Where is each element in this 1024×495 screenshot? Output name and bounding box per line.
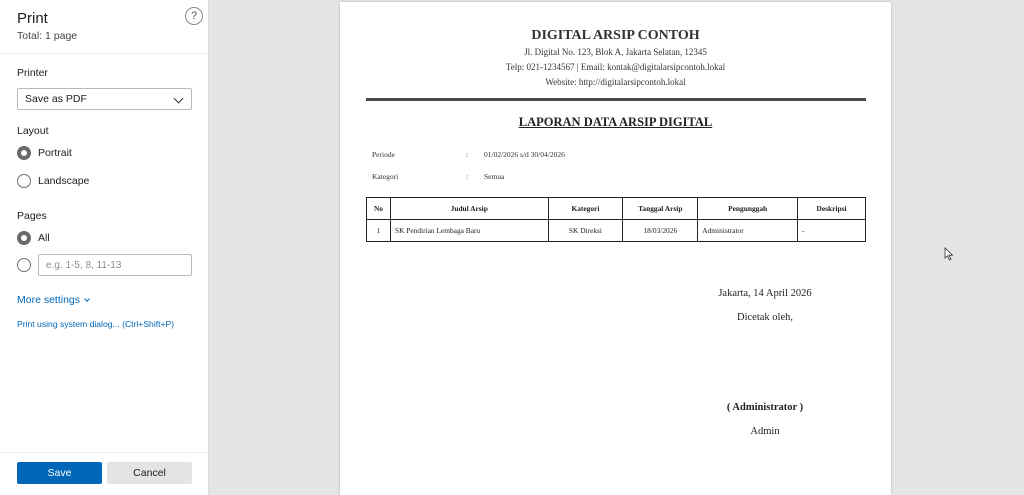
periode-label: Periode [372,150,395,159]
printer-select[interactable] [17,88,192,110]
table-header-cell: Tanggal Arsip [623,198,698,220]
save-button[interactable]: Save [17,462,102,484]
signature-printed-by: Dicetak oleh, [737,312,793,323]
table-row [367,220,866,242]
printer-label: Printer [17,67,48,79]
mouse-pointer-icon [944,247,954,261]
printer-select-value: Save as PDF [25,93,87,105]
organization-contact: Telp: 021-1234567 | Email: kontak@digitalarsipcontoh.lokal [505,62,726,72]
periode-colon: : [466,150,469,159]
organization-address: Jl. Digital No. 123, Blok A, Jakarta Selatan, 12345 [524,47,707,57]
radio-unselected-icon[interactable] [17,174,31,188]
signature-place-date: Jakarta, 14 April 2026 [718,288,812,299]
layout-label: Layout [17,125,49,137]
cancel-button[interactable]: Cancel [107,462,192,484]
pages-all-option[interactable] [17,229,50,247]
pages-all-label: All [38,232,50,244]
report-title: LAPORAN DATA ARSIP DIGITAL [518,115,713,129]
radio-unselected-icon[interactable] [17,258,31,272]
kategori-value: Semua [484,172,505,181]
page-total: Total: 1 page [17,30,78,42]
table-header-cell: Deskripsi [798,198,866,220]
signature-name: ( Administrator ) [726,402,804,413]
header-divider [0,53,208,54]
table-cell: SK Direksi [548,220,623,242]
chevron-down-icon [84,296,90,302]
footer-divider [0,452,208,453]
print-settings-panel [0,0,209,495]
pages-label: Pages [17,210,47,222]
radio-selected-icon[interactable] [17,231,31,245]
radio-selected-icon[interactable] [17,146,31,160]
table-cell: - [798,220,866,242]
table-header-row [367,198,866,220]
organization-name: DIGITAL ARSIP CONTOH [531,28,700,43]
organization-website: Website: http://digitalarsipcontoh.lokal [545,77,686,87]
table-header-cell: Pengunggah [698,198,798,220]
layout-landscape-option[interactable] [17,172,89,190]
table-cell: SK Pendirian Lembaga Baru [390,220,548,242]
page-range-input[interactable] [38,254,192,276]
table-cell: 18/03/2026 [623,220,698,242]
table-header-cell: Kategori [548,198,623,220]
kategori-label: Kategori [372,172,399,181]
more-settings-label: More settings [17,294,81,306]
table-cell: Administrator [698,220,798,242]
table-cell: 1 [367,220,391,242]
system-dialog-link[interactable]: Print using system dialog... (Ctrl+Shift+P) [17,319,175,329]
pages-custom-option[interactable] [17,256,31,274]
print-title: Print [17,10,48,27]
help-icon[interactable]: ? [185,7,203,25]
archive-table [366,197,866,242]
more-settings-link[interactable] [17,294,89,306]
layout-portrait-option[interactable] [17,144,72,162]
chevron-down-icon [174,94,184,104]
signature-role: Admin [750,426,780,437]
periode-value: 01/02/2026 s/d 30/04/2026 [484,150,565,159]
kategori-colon: : [466,172,469,181]
table-header-cell: No [367,198,391,220]
table-header-cell: Judul Arsip [390,198,548,220]
layout-portrait-label: Portrait [38,147,72,159]
layout-landscape-label: Landscape [38,175,90,187]
print-preview-page [340,2,891,495]
letterhead-divider [366,98,866,101]
